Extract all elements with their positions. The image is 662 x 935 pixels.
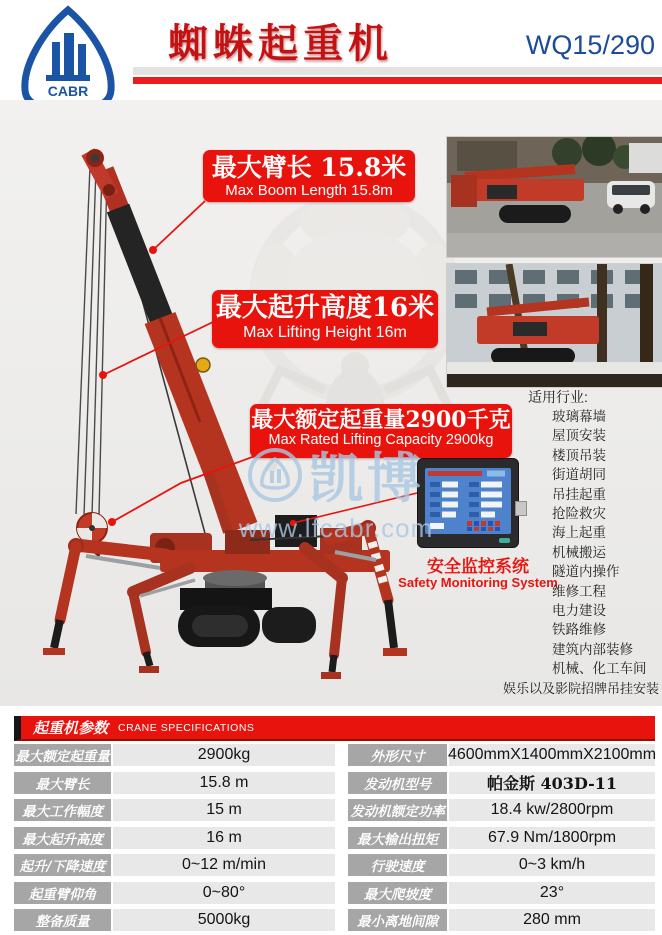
applications-list — [500, 387, 662, 698]
spec-label: 起升/下降速度 — [14, 854, 111, 876]
spec-table-header — [14, 716, 655, 741]
spec-label: 最大起升高度 — [14, 827, 111, 849]
photo-crane-snow — [446, 263, 662, 388]
spec-value: 0~12 m/min — [113, 854, 335, 876]
callout-cn: 最大臂长 15.8米 — [211, 153, 407, 182]
spec-gap — [337, 909, 346, 931]
watermark-brand: 凯博 — [309, 446, 425, 510]
spec-label: 整备质量 — [14, 909, 111, 931]
spec-value: 280 mm — [449, 909, 655, 931]
spec-label: 起重臂仰角 — [14, 882, 111, 904]
spec-title-en: CRANE SPECIFICATIONS — [118, 721, 255, 734]
spec-label: 最大工作幅度 — [14, 799, 111, 821]
callout-dot — [290, 520, 296, 526]
spec-value: 2900kg — [113, 744, 335, 766]
application-item: 玻璃幕墙 — [552, 409, 606, 424]
application-item: 维修工程 — [552, 583, 606, 599]
spec-value: 4600mmX1400mmX2100mm — [449, 744, 655, 766]
spec-table — [14, 716, 655, 931]
spec-label: 发动机额定功率 — [348, 799, 447, 821]
application-item: 机械搬运 — [552, 544, 606, 560]
spec-gap — [337, 882, 346, 904]
spec-value: 帕金斯 403D-11 — [449, 772, 655, 794]
callout-cn: 最大起升高度16米 — [215, 293, 435, 323]
spec-value: 67.9 Nm/1800rpm — [449, 827, 655, 849]
application-item: 楼顶吊装 — [552, 447, 606, 463]
watermark-url: www.lfcabr.com — [238, 513, 434, 543]
application-item: 建筑内部装修 — [552, 641, 633, 657]
application-item: 街道胡同 — [552, 467, 606, 483]
cabr-logo-icon — [12, 4, 124, 114]
spec-label: 行驶速度 — [348, 854, 447, 876]
spec-label: 外形尺寸 — [348, 744, 447, 766]
applications-title: 适用行业: — [528, 389, 588, 405]
callout-en: Max Rated Lifting Capacity 2900kg — [268, 432, 494, 449]
callout-max-lifting-height — [212, 290, 438, 348]
spec-value: 0~3 km/h — [449, 854, 655, 876]
application-item: 隧道内操作 — [552, 564, 620, 580]
spec-gap — [337, 744, 346, 766]
spec-gap — [337, 854, 346, 876]
spec-label: 最大额定起重量 — [14, 744, 111, 766]
callout-en: Max Boom Length 15.8m — [225, 181, 393, 199]
spec-grid — [14, 744, 655, 931]
spec-gap — [337, 827, 346, 849]
spec-value: 15.8 m — [113, 772, 335, 794]
safety-system-label-en: Safety Monitoring System — [398, 575, 558, 590]
callout-max-boom-length — [203, 150, 415, 202]
header-rule-red — [133, 77, 662, 84]
application-item: 吊挂起重 — [552, 486, 606, 502]
spec-gap — [337, 772, 346, 794]
spec-value: 15 m — [113, 799, 335, 821]
spec-gap — [337, 799, 346, 821]
spec-value: 18.4 kw/2800rpm — [449, 799, 655, 821]
spec-value: 16 m — [113, 827, 335, 849]
spec-label: 发动机型号 — [348, 772, 447, 794]
application-item: 抢险救灾 — [552, 506, 606, 522]
model-number: WQ15/290 — [525, 30, 655, 60]
callout-dot — [108, 518, 116, 526]
spec-label: 最大输出扭矩 — [348, 827, 447, 849]
application-item: 娱乐以及影院招牌吊挂安装 — [503, 680, 660, 696]
spec-value: 23° — [449, 882, 655, 904]
application-item: 电力建设 — [552, 603, 606, 619]
spec-label: 最小离地间隙 — [348, 909, 447, 931]
callout-en: Max Lifting Height 16m — [243, 323, 407, 341]
spec-label: 最大臂长 — [14, 772, 111, 794]
callout-cn: 最大额定起重量2900千克 — [251, 407, 511, 433]
main-content — [0, 100, 662, 706]
callout-max-rated-capacity — [250, 404, 512, 458]
application-item: 铁路维修 — [552, 622, 606, 638]
application-item: 海上起重 — [552, 525, 606, 541]
callout-dot — [99, 371, 107, 379]
spec-value: 5000kg — [113, 909, 335, 931]
application-item: 机械、化工车间 — [552, 661, 647, 677]
header-rule-gray — [133, 67, 662, 75]
spec-title-cn: 起重机参数 — [33, 719, 109, 737]
photo-crane-street — [446, 136, 662, 258]
spec-label: 最大爬坡度 — [348, 882, 447, 904]
application-item: 屋顶安装 — [552, 428, 606, 444]
page-title: 蜘蛛起重机 — [168, 20, 393, 67]
spec-value: 0~80° — [113, 882, 335, 904]
safety-system-label-cn: 安全监控系统 — [427, 557, 529, 577]
svg-text:CABR: CABR — [47, 83, 89, 99]
callout-dot — [149, 246, 157, 254]
